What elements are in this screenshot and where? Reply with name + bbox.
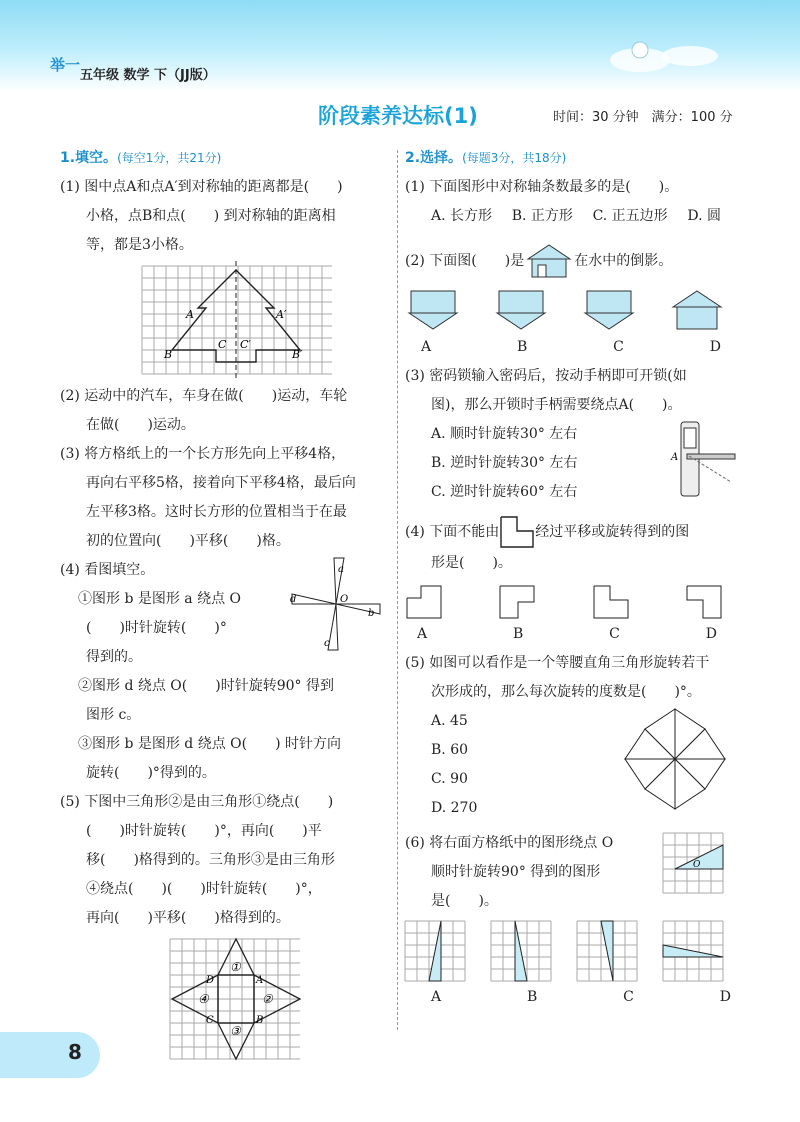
option[interactable]: D bbox=[709, 339, 721, 355]
question-text: (3) 密码锁输入密码后，按动手柄即可开锁(如 bbox=[405, 368, 687, 384]
brand-logo: 举一 bbox=[50, 56, 81, 74]
option-row bbox=[405, 333, 721, 362]
column-divider bbox=[397, 150, 398, 1030]
option[interactable]: C. 90 bbox=[431, 771, 468, 787]
l-shape-icon bbox=[499, 515, 535, 549]
point-label: A′ bbox=[276, 308, 287, 321]
question-text: 移( )格得到的。三角形③是由三角形 bbox=[86, 852, 335, 868]
point-label: A bbox=[671, 452, 679, 463]
triangle-star-figure bbox=[170, 939, 305, 1064]
option[interactable]: B. 正方形 bbox=[511, 208, 573, 224]
shape-label: c bbox=[324, 638, 330, 649]
shape-label: d bbox=[290, 594, 297, 605]
shape-option-c[interactable] bbox=[592, 584, 632, 620]
question-text: 旋转( )°得到的。 bbox=[86, 765, 216, 781]
point-label: D bbox=[206, 975, 215, 986]
grid-figure bbox=[663, 833, 725, 895]
option[interactable]: C. 正五边形 bbox=[592, 208, 668, 224]
option[interactable]: A. 顺时针旋转30° 左右 bbox=[431, 426, 578, 442]
option[interactable]: C. 逆时针旋转60° 左右 bbox=[431, 484, 578, 500]
question-text: (5) 如图可以看作是一个等腰直角三角形旋转若干 bbox=[405, 655, 710, 671]
option-row bbox=[405, 620, 717, 649]
pinwheel-rotation-figure bbox=[288, 556, 375, 656]
option[interactable]: D bbox=[719, 989, 731, 1005]
question-text: ①图形 b 是图形 a 绕点 O bbox=[78, 591, 242, 607]
question-text: 在做( )运动。 bbox=[86, 417, 195, 433]
point-label: C bbox=[218, 338, 227, 351]
grid-option-d[interactable] bbox=[663, 921, 725, 983]
option-row bbox=[405, 983, 731, 1012]
reflected-house-a[interactable] bbox=[405, 287, 461, 333]
reflection-options bbox=[405, 287, 725, 333]
time-score-info: 时间：30 分钟 满分：100 分 bbox=[553, 110, 733, 125]
option[interactable]: C bbox=[623, 989, 634, 1005]
page-title: 阶段素养达标(1) bbox=[318, 104, 478, 128]
question-text: (2) 下面图( )是 bbox=[405, 252, 525, 269]
fill-in-section bbox=[60, 144, 390, 1064]
question-text: 再向右平移5格，接着向下平移4格，最后向 bbox=[86, 475, 356, 491]
option[interactable]: A bbox=[421, 339, 432, 355]
option[interactable]: B. 60 bbox=[431, 742, 469, 758]
section-note: (每题3分，共18分) bbox=[462, 151, 567, 165]
question-text: ( )时针旋转( )°，再向( )平 bbox=[86, 823, 322, 839]
question-text: 在水中的倒影。 bbox=[574, 252, 673, 269]
question-text: 顺时针旋转90° 得到的图形 bbox=[431, 864, 601, 880]
question-text: 形是( )。 bbox=[431, 555, 512, 571]
question-text: 次形成的，那么每次旋转的度数是( )°。 bbox=[431, 684, 701, 700]
question-text: (5) 下图中三角形②是由三角形①绕点( ) bbox=[60, 794, 334, 810]
shape-label: a bbox=[338, 564, 344, 575]
shape-options bbox=[405, 584, 725, 620]
question-text: (1) 图中点A和点A′到对称轴的距离都是( ) bbox=[60, 179, 343, 195]
question-text: ④绕点( )( )时针旋转( )°， bbox=[86, 881, 322, 897]
shape-label: b bbox=[368, 608, 375, 619]
question-text: 是( )。 bbox=[431, 893, 498, 909]
grid-option-c[interactable] bbox=[577, 921, 639, 983]
pinwheel-figure bbox=[623, 707, 727, 811]
point-label: C′ bbox=[240, 338, 251, 351]
reflected-house-c[interactable] bbox=[581, 287, 637, 333]
choice-section bbox=[405, 144, 745, 1012]
center-label: O bbox=[340, 594, 349, 605]
option[interactable]: C bbox=[613, 339, 624, 355]
tree-symmetry-figure bbox=[142, 266, 342, 376]
question-text: 左平移3格。这时长方形的位置相当于在最 bbox=[86, 504, 347, 520]
grade-label: 五年级 数学 下（JJ版） bbox=[80, 68, 216, 83]
question-text: 再向( )平移( )格得到的。 bbox=[86, 910, 290, 926]
shape-option-a[interactable] bbox=[405, 584, 445, 620]
question-text: 小格，点B和点( ) 到对称轴的距离相 bbox=[86, 208, 336, 224]
triangle-label: ④ bbox=[198, 992, 209, 1006]
option[interactable]: D bbox=[705, 626, 717, 642]
rotation-options bbox=[405, 921, 725, 983]
grid-option-b[interactable] bbox=[491, 921, 553, 983]
option[interactable]: A bbox=[431, 989, 442, 1005]
house-icon bbox=[524, 243, 574, 279]
question-text: 得到的。 bbox=[86, 649, 142, 665]
option[interactable]: B bbox=[517, 339, 528, 355]
question-text: (2) 运动中的汽车，车身在做( )运动，车轮 bbox=[60, 388, 348, 404]
question-text: (3) 将方格纸上的一个长方形先向上平移4格， bbox=[60, 446, 346, 462]
question-text: (4) 下面不能由 bbox=[405, 523, 500, 540]
reflected-house-d[interactable] bbox=[669, 287, 725, 333]
grid-option-a[interactable] bbox=[405, 921, 467, 983]
point-label: C bbox=[206, 1015, 214, 1026]
option-row bbox=[405, 202, 721, 231]
triangle-label: ① bbox=[230, 960, 241, 974]
question-text: 等，都是3小格。 bbox=[86, 237, 193, 253]
point-label: B′ bbox=[292, 348, 303, 361]
question-text: 经过平移或旋转得到的图 bbox=[535, 523, 690, 540]
cloud-decoration bbox=[600, 30, 730, 80]
option[interactable]: D. 圆 bbox=[687, 208, 721, 224]
option[interactable]: D. 270 bbox=[431, 800, 478, 816]
question-text: (4) 看图填空。 bbox=[60, 562, 155, 578]
center-label: O bbox=[693, 860, 701, 870]
point-label: B bbox=[164, 348, 173, 361]
question-text: 图)，那么开锁时手柄需要绕点A( )。 bbox=[431, 397, 682, 413]
page-number-tab bbox=[0, 1032, 100, 1078]
question-text: 初的位置向( )平移( )格。 bbox=[86, 533, 290, 549]
question-text: ( )时针旋转( )° bbox=[86, 620, 227, 636]
option[interactable]: A bbox=[417, 626, 428, 642]
shape-option-d[interactable] bbox=[685, 584, 725, 620]
lock-figure bbox=[669, 420, 739, 500]
point-label: B bbox=[256, 1015, 264, 1026]
option[interactable]: B. 逆时针旋转30° 左右 bbox=[431, 455, 578, 471]
option[interactable]: C bbox=[609, 626, 620, 642]
triangle-label: ② bbox=[262, 992, 273, 1006]
question-text: 图形 c。 bbox=[86, 707, 141, 723]
option[interactable]: A. 长方形 bbox=[431, 208, 493, 224]
question-text: (6) 将右面方格纸中的图形绕点 O bbox=[405, 835, 614, 851]
question-text: ③图形 b 是图形 d 绕点 O( ) 时针方向 bbox=[78, 736, 342, 752]
question-text: (1) 下面图形中对称轴条数最多的是( )。 bbox=[405, 179, 679, 195]
triangle-label: ③ bbox=[230, 1024, 241, 1038]
shape-option-b[interactable] bbox=[498, 584, 538, 620]
reflected-house-b[interactable] bbox=[493, 287, 549, 333]
point-label: A bbox=[256, 975, 264, 986]
section-title: 2.选择。 bbox=[405, 150, 463, 166]
question-text: ②图形 d 绕点 O( )时针旋转90° 得到 bbox=[78, 678, 334, 694]
section-note: (每空1分，共21分) bbox=[117, 151, 222, 165]
option[interactable]: B bbox=[513, 626, 524, 642]
point-label: A bbox=[186, 308, 194, 321]
option[interactable]: B bbox=[527, 989, 538, 1005]
option[interactable]: A. 45 bbox=[431, 713, 468, 729]
section-title: 1.填空。 bbox=[60, 150, 118, 166]
page-number: 8 bbox=[68, 1040, 82, 1064]
